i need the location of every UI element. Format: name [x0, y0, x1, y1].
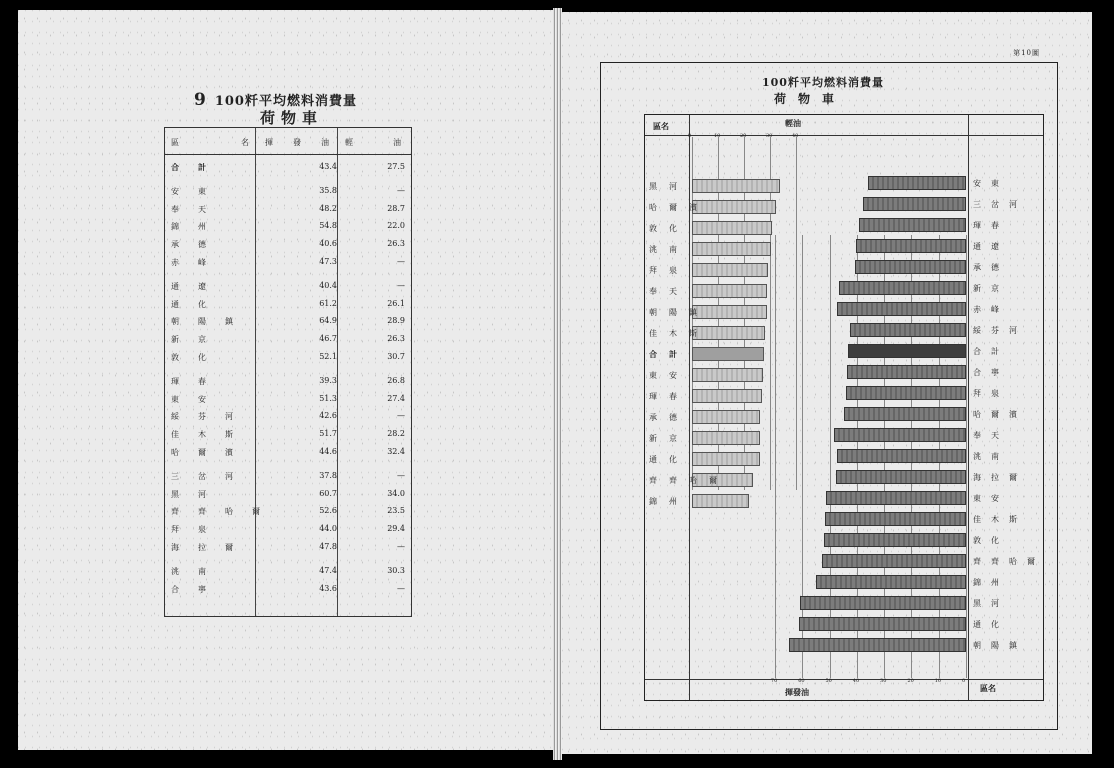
- bottom-tick-label: 20: [907, 678, 914, 684]
- left-region-label: 承德: [649, 413, 689, 422]
- chart-subtitle: 荷物車: [774, 92, 847, 106]
- row-name: 承德: [171, 240, 225, 250]
- light-oil-bar: [692, 410, 760, 424]
- light-oil-value: 32.4: [387, 447, 405, 456]
- table-row: [165, 221, 411, 236]
- gasoline-bar: [837, 302, 966, 316]
- table-row: [165, 316, 411, 331]
- row-name: 赤峰: [171, 258, 225, 267]
- table-row: [165, 489, 411, 504]
- right-region-label: 赤峰: [973, 305, 1009, 314]
- header-cell: 區: [171, 138, 179, 147]
- gasoline-bar: [850, 323, 966, 337]
- light-oil-bar: [692, 179, 780, 193]
- row-name: 東安: [171, 394, 225, 404]
- row-name: 新京: [171, 335, 225, 345]
- header-cell: 油: [393, 138, 401, 147]
- header-cell: 油: [321, 138, 329, 147]
- right-region-label: 朝陽鎮: [973, 641, 1027, 650]
- gasoline-value: 47.3: [319, 257, 337, 266]
- table-row: [165, 257, 411, 272]
- left-region-label: 朝陽鎮: [649, 308, 709, 317]
- light-oil-value: 22.0: [387, 221, 405, 231]
- bottom-tick-label: 0: [962, 678, 966, 684]
- table-row: [165, 447, 411, 462]
- right-page: [562, 12, 1092, 754]
- gasoline-bar: [822, 554, 966, 568]
- table-row: [165, 376, 411, 391]
- gasoline-bar: [868, 176, 966, 190]
- gasoline-value: 51.7: [319, 429, 337, 439]
- gasoline-value: 47.8: [319, 542, 337, 551]
- light-oil-value: 29.4: [387, 524, 405, 534]
- header-rule: [645, 135, 1043, 136]
- table-row: [165, 471, 411, 486]
- left-region-label: 錦州: [649, 497, 689, 506]
- right-region-label: 合計: [973, 347, 1009, 356]
- light-oil-value: 34.0: [387, 488, 405, 498]
- light-oil-bar: [692, 431, 760, 445]
- right-region-label: 琿春: [973, 221, 1009, 230]
- top-tick-label: 20: [740, 133, 747, 139]
- right-region-label: 東安: [973, 494, 1009, 503]
- gasoline-value: 46.7: [319, 334, 337, 344]
- table-row: [165, 281, 411, 296]
- gasoline-value: 43.6: [319, 583, 337, 593]
- row-name: 通化: [171, 299, 225, 309]
- left-region-label: 哈爾濱: [649, 203, 709, 212]
- gasoline-bar: [800, 596, 966, 610]
- row-name: 安東: [171, 186, 225, 196]
- book-spine: [553, 8, 562, 760]
- light-oil-value: 28.7: [387, 203, 405, 213]
- gasoline-bar: [789, 638, 966, 652]
- left-region-label: 合計: [649, 349, 689, 359]
- right-label-rule: [968, 115, 969, 700]
- table-row: [165, 334, 411, 349]
- gasoline-value: 44.6: [319, 447, 337, 456]
- bottom-gridline: [775, 235, 776, 678]
- gasoline-bar: [846, 386, 966, 400]
- left-region-label: 洮南: [649, 245, 689, 254]
- right-region-label: 通遼: [973, 242, 1009, 251]
- row-name: 琿春: [171, 376, 225, 386]
- table-row: [165, 299, 411, 314]
- gasoline-bar: [855, 260, 966, 274]
- gasoline-value: 52.6: [319, 506, 337, 516]
- right-region-label: 合寧: [973, 368, 1009, 377]
- top-tick-label: 10: [714, 133, 721, 139]
- header-cell: 揮: [265, 138, 273, 147]
- gasoline-value: 52.1: [319, 352, 337, 361]
- gasoline-value: 39.3: [319, 375, 337, 385]
- row-name: 合寧: [171, 584, 225, 594]
- bottom-tick-label: 70: [770, 678, 778, 684]
- gasoline-bar: [844, 407, 966, 421]
- table-row: [165, 584, 411, 599]
- table-row: [165, 429, 411, 444]
- table-row: [165, 239, 411, 254]
- gasoline-bar: [837, 449, 966, 463]
- table-row: [165, 411, 411, 426]
- right-region-label: 奉天: [973, 431, 1009, 440]
- bottom-tick-label: 40: [852, 678, 860, 684]
- gasoline-bar: [826, 491, 966, 505]
- left-region-label: 琿春: [649, 392, 689, 401]
- right-region-label: 海拉爾: [973, 473, 1027, 482]
- left-region-label: 通化: [649, 455, 689, 464]
- light-oil-value: —: [397, 257, 405, 266]
- gasoline-bar: [859, 218, 966, 232]
- light-oil-value: —: [397, 411, 405, 421]
- right-region-label: 洮南: [973, 452, 1009, 461]
- gasoline-value: 48.2: [319, 203, 337, 213]
- right-region-label: 安東: [973, 179, 1009, 188]
- gasoline-value: 61.2: [319, 298, 337, 308]
- bottom-tick-label: 30: [880, 678, 887, 684]
- bottom-tick-label: 50: [825, 678, 832, 684]
- light-oil-value: —: [397, 583, 405, 593]
- table-subtitle: 荷物車: [260, 109, 324, 127]
- row-name: 洮南: [171, 566, 225, 576]
- gasoline-value: 40.4: [319, 280, 337, 290]
- table-row: [165, 394, 411, 409]
- right-region-label: 黑河: [973, 599, 1009, 608]
- right-region-label: 新京: [973, 284, 1009, 293]
- light-oil-value: 28.9: [387, 316, 405, 326]
- light-oil-value: 27.4: [387, 393, 405, 403]
- row-name: 三岔河: [171, 471, 252, 481]
- bottom-tick-label: 60: [798, 678, 805, 684]
- table-row: [165, 186, 411, 201]
- table-row: [165, 524, 411, 539]
- gasoline-bar: [799, 617, 966, 631]
- bottom-tick-label: 10: [934, 678, 942, 684]
- row-name: 錦州: [171, 222, 225, 232]
- gasoline-value: 40.6: [319, 239, 337, 249]
- gasoline-bar: [816, 575, 966, 589]
- light-oil-bar: [692, 368, 763, 382]
- row-name: 奉天: [171, 204, 225, 214]
- light-oil-value: 27.5: [387, 162, 405, 171]
- row-name: 朝陽鎮: [171, 317, 252, 327]
- footer-rule: [645, 679, 1043, 680]
- table-number: 9: [194, 90, 207, 110]
- row-name: 海拉爾: [171, 543, 252, 552]
- left-region-label: 拜泉: [649, 266, 689, 275]
- header-cell: 名: [241, 138, 249, 147]
- right-region-label: 齊齊哈爾: [973, 557, 1045, 566]
- left-region-label: 齊齊哈爾: [649, 476, 729, 485]
- right-region-label: 敦化: [973, 536, 1009, 545]
- light-oil-value: 23.5: [387, 506, 405, 516]
- row-name: 通遼: [171, 281, 225, 291]
- right-region-label: 承德: [973, 263, 1009, 272]
- left-header-label: 區名: [653, 121, 669, 131]
- light-oil-value: —: [397, 185, 405, 195]
- table-title-text: 100粁平均燃料消費量: [214, 94, 357, 109]
- light-oil-bar: [692, 242, 771, 256]
- gasoline-bar: [825, 512, 966, 526]
- gasoline-value: 42.6: [319, 411, 337, 421]
- top-tick-label: 0: [688, 133, 692, 139]
- light-oil-bar: [692, 284, 767, 298]
- gasoline-value: 51.3: [319, 393, 337, 403]
- row-name: 黑河: [171, 489, 225, 499]
- row-name: 綏芬河: [171, 412, 252, 422]
- light-oil-bar: [692, 389, 762, 403]
- right-region-label: 通化: [973, 620, 1009, 629]
- light-oil-value: 26.8: [387, 375, 405, 385]
- row-name: 拜泉: [171, 525, 225, 535]
- gasoline-value: 60.7: [319, 488, 337, 498]
- top-tick-label: 30: [766, 133, 773, 139]
- left-region-label: 東安: [649, 371, 689, 380]
- gasoline-bar: [856, 239, 966, 253]
- gasoline-bar: [834, 428, 966, 442]
- right-footer-label: 區名: [980, 683, 996, 693]
- header-cell: 輕: [345, 138, 353, 147]
- light-oil-value: 26.1: [387, 298, 405, 308]
- table-row: [165, 204, 411, 219]
- left-region-label: 黑河: [649, 182, 689, 191]
- light-oil-bar: [692, 263, 768, 277]
- gasoline-value: 44.0: [319, 524, 337, 534]
- gasoline-value: 47.4: [319, 565, 337, 575]
- right-region-label: 佳木斯: [973, 515, 1027, 524]
- light-oil-value: —: [397, 280, 405, 290]
- left-region-label: 佳木斯: [649, 329, 709, 338]
- light-oil-value: 28.2: [387, 429, 405, 439]
- light-oil-value: 30.3: [387, 565, 405, 575]
- right-region-label: 三岔河: [973, 200, 1027, 209]
- header-cell: 發: [293, 138, 301, 147]
- gasoline-bar: [836, 470, 966, 484]
- bottom-gridline: [966, 235, 967, 678]
- table-header: [165, 128, 411, 155]
- top-tick-label: 40: [792, 133, 799, 139]
- right-region-label: 綏芬河: [973, 326, 1027, 335]
- left-page: [18, 10, 553, 750]
- gasoline-bar: [839, 281, 966, 295]
- gasoline-bar: [848, 344, 966, 358]
- right-region-label: 哈爾濱: [973, 410, 1027, 419]
- gasoline-value: 54.8: [319, 221, 337, 231]
- light-oil-bar: [692, 494, 749, 508]
- gasoline-bar: [847, 365, 966, 379]
- table-row: [165, 506, 411, 521]
- row-name: 敦化: [171, 353, 225, 362]
- gasoline-bar: [863, 197, 966, 211]
- row-name: 合計: [171, 162, 225, 172]
- figure-number: 第10圖: [1013, 49, 1040, 57]
- gasoline-value: 35.8: [319, 185, 337, 195]
- right-region-label: 拜泉: [973, 389, 1009, 398]
- bottom-gridline: [802, 235, 803, 678]
- right-region-label: 錦州: [973, 578, 1009, 587]
- light-oil-bar: [692, 221, 772, 235]
- table-row: [165, 542, 411, 557]
- light-oil-bar: [692, 347, 764, 361]
- bar-chart: [644, 114, 1044, 701]
- left-region-label: 敦化: [649, 224, 689, 233]
- top-gridline: [796, 137, 797, 490]
- gasoline-bar: [824, 533, 966, 547]
- light-oil-value: 26.3: [387, 334, 405, 344]
- table-row: [165, 162, 411, 177]
- light-oil-value: —: [397, 542, 405, 551]
- row-name: 齊齊哈爾: [171, 507, 279, 517]
- bottom-series-label: 揮發油: [785, 687, 809, 697]
- gasoline-value: 37.8: [319, 470, 337, 480]
- gasoline-value: 43.4: [319, 162, 337, 171]
- consumption-table: [164, 127, 412, 617]
- left-region-label: 奉天: [649, 287, 689, 296]
- light-oil-value: 30.7: [387, 352, 405, 361]
- row-name: 佳木斯: [171, 430, 252, 440]
- left-region-label: 新京: [649, 434, 689, 443]
- chart-title: 100粁平均燃料消費量: [762, 76, 884, 89]
- row-name: 哈爾濱: [171, 448, 252, 457]
- bottom-gridline: [830, 235, 831, 678]
- light-oil-value: —: [397, 470, 405, 480]
- light-oil-value: 26.3: [387, 239, 405, 249]
- top-series-label: 輕油: [785, 118, 801, 128]
- light-oil-bar: [692, 452, 760, 466]
- gasoline-value: 64.9: [319, 316, 337, 326]
- table-row: [165, 352, 411, 367]
- table-row: [165, 566, 411, 581]
